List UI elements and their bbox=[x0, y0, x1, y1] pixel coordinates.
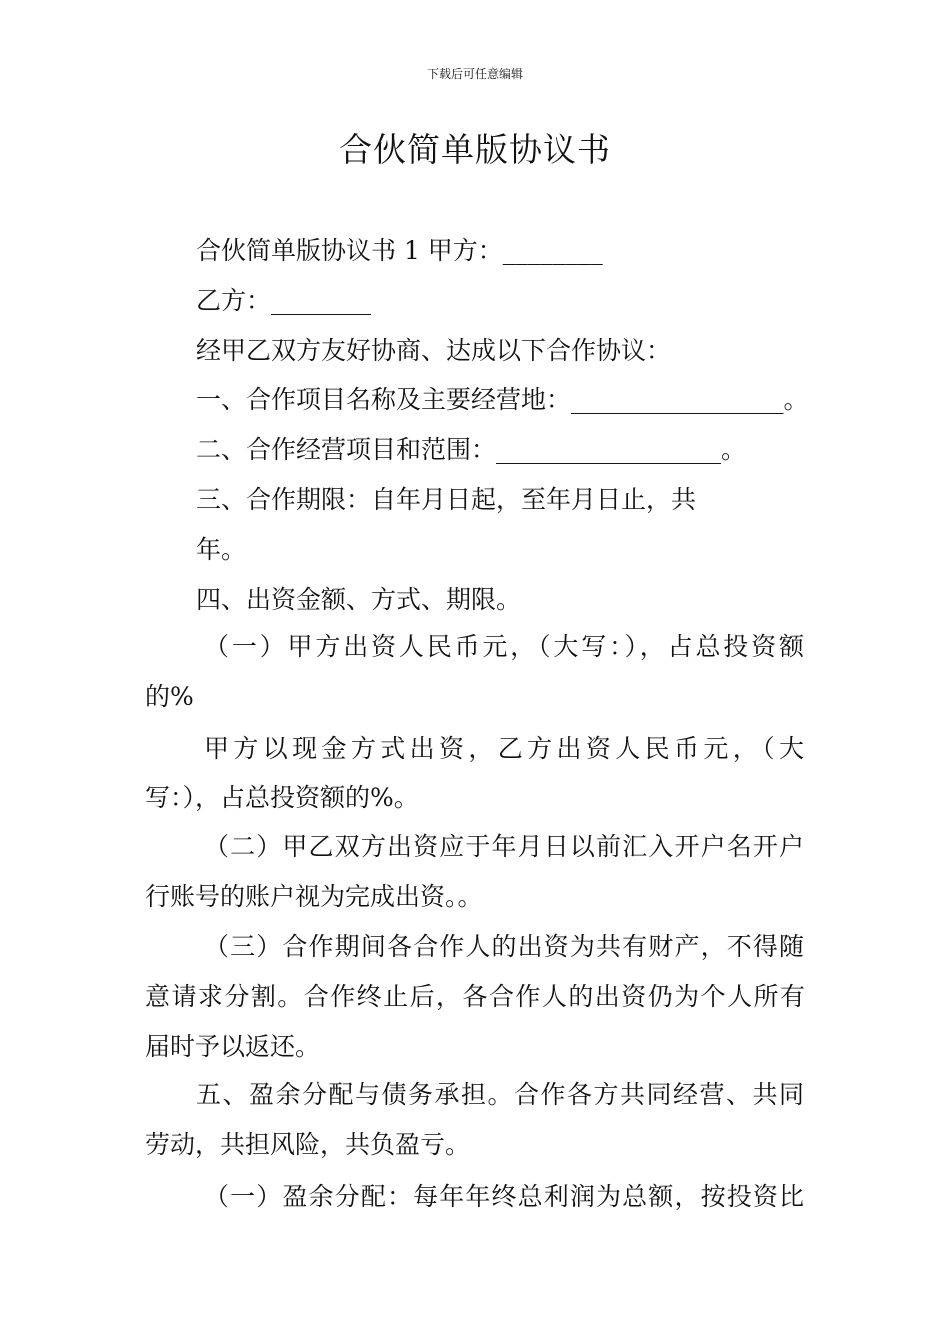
clause-4-3: （三）合作期间各合作人的出资为共有财产，不得随 bbox=[204, 932, 804, 961]
agreement-intro: 经甲乙双方友好协商、达成以下合作协议： bbox=[196, 336, 672, 365]
clause-4: 四、出资金额、方式、期限。 bbox=[196, 585, 522, 614]
header-note: 下载后可任意编辑 bbox=[426, 67, 523, 81]
clause-5-continued: 劳动，共担风险，共负盈亏。 bbox=[145, 1130, 471, 1159]
clause-4-cash: 甲方以现金方式出资，乙方出资人民币元，（大 bbox=[204, 734, 804, 763]
clause-4-1-continued: 的% bbox=[145, 682, 194, 711]
clause-4-2-continued: 行账号的账户视为完成出资。。 bbox=[145, 882, 483, 911]
clause-4-3-continued: 意请求分割。合作终止后，各合作人的出资仍为个人所有 bbox=[145, 982, 805, 1011]
document-title: 合伙简单版协议书 bbox=[339, 130, 611, 169]
clause-5: 五、盈余分配与债务承担。合作各方共同经营、共同 bbox=[196, 1080, 804, 1109]
clause-5-1: （一）盈余分配：每年年终总利润为总额，按投资比 bbox=[204, 1182, 804, 1211]
clause-3: 三、合作期限：自年月日起，至年月日止，共 bbox=[196, 485, 697, 514]
clause-4-2: （二）甲乙双方出资应于年月日以前汇入开户名开户 bbox=[204, 832, 804, 861]
party-a-line: 合伙简单版协议书 1 甲方：________ bbox=[196, 236, 603, 265]
clause-4-3-end: 届时予以返还。 bbox=[145, 1032, 321, 1061]
clause-2: 二、合作经营项目和范围：__________________。 bbox=[196, 435, 747, 464]
clause-4-1: （一）甲方出资人民币元，（大写：），占总投资额 bbox=[204, 632, 804, 661]
party-b-line: 乙方：________ bbox=[196, 286, 372, 315]
clause-1: 一、合作项目名称及主要经营地：_________________。 bbox=[196, 385, 809, 414]
clause-3-continued: 年。 bbox=[196, 535, 247, 564]
clause-4-cash-continued: 写：），占总投资额的%。 bbox=[145, 783, 419, 812]
